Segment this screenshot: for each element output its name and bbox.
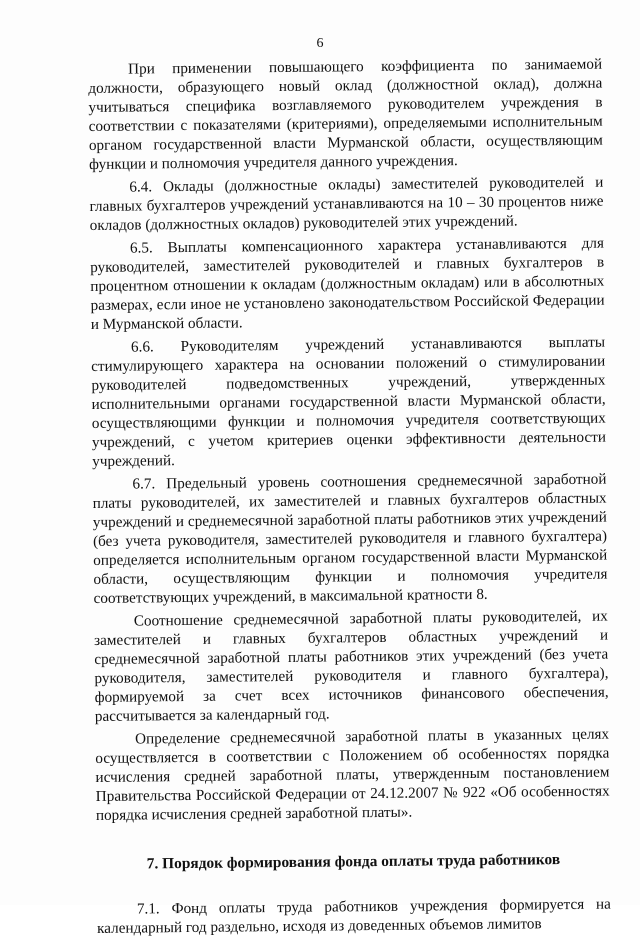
- paragraph-average-salary: Определение среднемесячной заработной платы в указанных целях осуществляется в соответствии с Положением об особенностях порядка исчисления средней заработной платы, утвержденным постановлением Правительства Российской Федерации от 24.12.2007 № 922 «Об особенностях порядка исчисления средней заработной платы».: [95, 725, 610, 824]
- paragraph-6-4: 6.4. Оклады (должностные оклады) заместителей руководителей и главных бухгалтеров учреждений устанавливаются на 10 – 30 процентов ниже окладов (должностных окладов) руководителей этих учреждений.: [89, 173, 604, 234]
- paragraph-6-7: 6.7. Предельный уровень соотношения среднемесячной заработной платы руководителей, их заместителей и главных бухгалтеров областных учреждений и среднемесячной заработной платы работников этих учреждений (без учета руководителя, заместителей руководителя и главного бухгалтера) определяется исполнительным органом государственной власти Мурманской области, осуществляющим функции и полномочия учредителя соответствующих учреждений, в максимальной кратности 8.: [92, 470, 608, 607]
- document-body: [88, 55, 611, 942]
- paragraph-6-6: 6.6. Руководителям учреждений устанавливаются выплаты стимулирующего характера на основании положений о стимулировании руководителей подведомственных учреждений, утвержденных исполнительными органами государственной власти Мурманской области, осуществляющими функции и полномочия учредителя соответствующих учреждений, с учетом критериев оценки эффективности деятельности учреждений.: [91, 333, 607, 470]
- paragraph-coefficient: При применении повышающего коэффициента по занимаемой должности, образующего новый оклад (должностной оклад), должна учитываться специфика возглавляемого руководителем учреждения в соответствии с показателями (критериями), определяемыми исполнительным органом государственной власти Мурманской области, осуществляющим функции и полномочия учредителя данного учреждения.: [88, 55, 603, 173]
- paragraph-ratio: Соотношение среднемесячной заработной платы руководителей, их заместителей и главных бухгалтеров областных учреждений и среднемесячной заработной платы работников этих учреждений (без учета руководителя, заместителей руководителя и главного бухгалтера), формируемой за счет всех источников финансового обеспечения, рассчитывается за календарный год.: [93, 607, 609, 725]
- paragraph-7-1: 7.1. Фонд оплаты труда работников учреждения формируется на календарный год раздельно, исходя из доведенных объемов лимитов: [97, 895, 611, 937]
- section-heading: 7. Порядок формирования фонда оплаты труда работников: [146, 851, 561, 873]
- page-number: 6: [316, 36, 324, 51]
- paragraph-6-5: 6.5. Выплаты компенсационного характера устанавливаются для руководителей, заместителей руководителей и главных бухгалтеров в процентном отношении к окладам (должностным окладам) или в абсолютных размерах, если иное не установлено законодательством Российской Федерации и Мурманской области.: [90, 234, 605, 333]
